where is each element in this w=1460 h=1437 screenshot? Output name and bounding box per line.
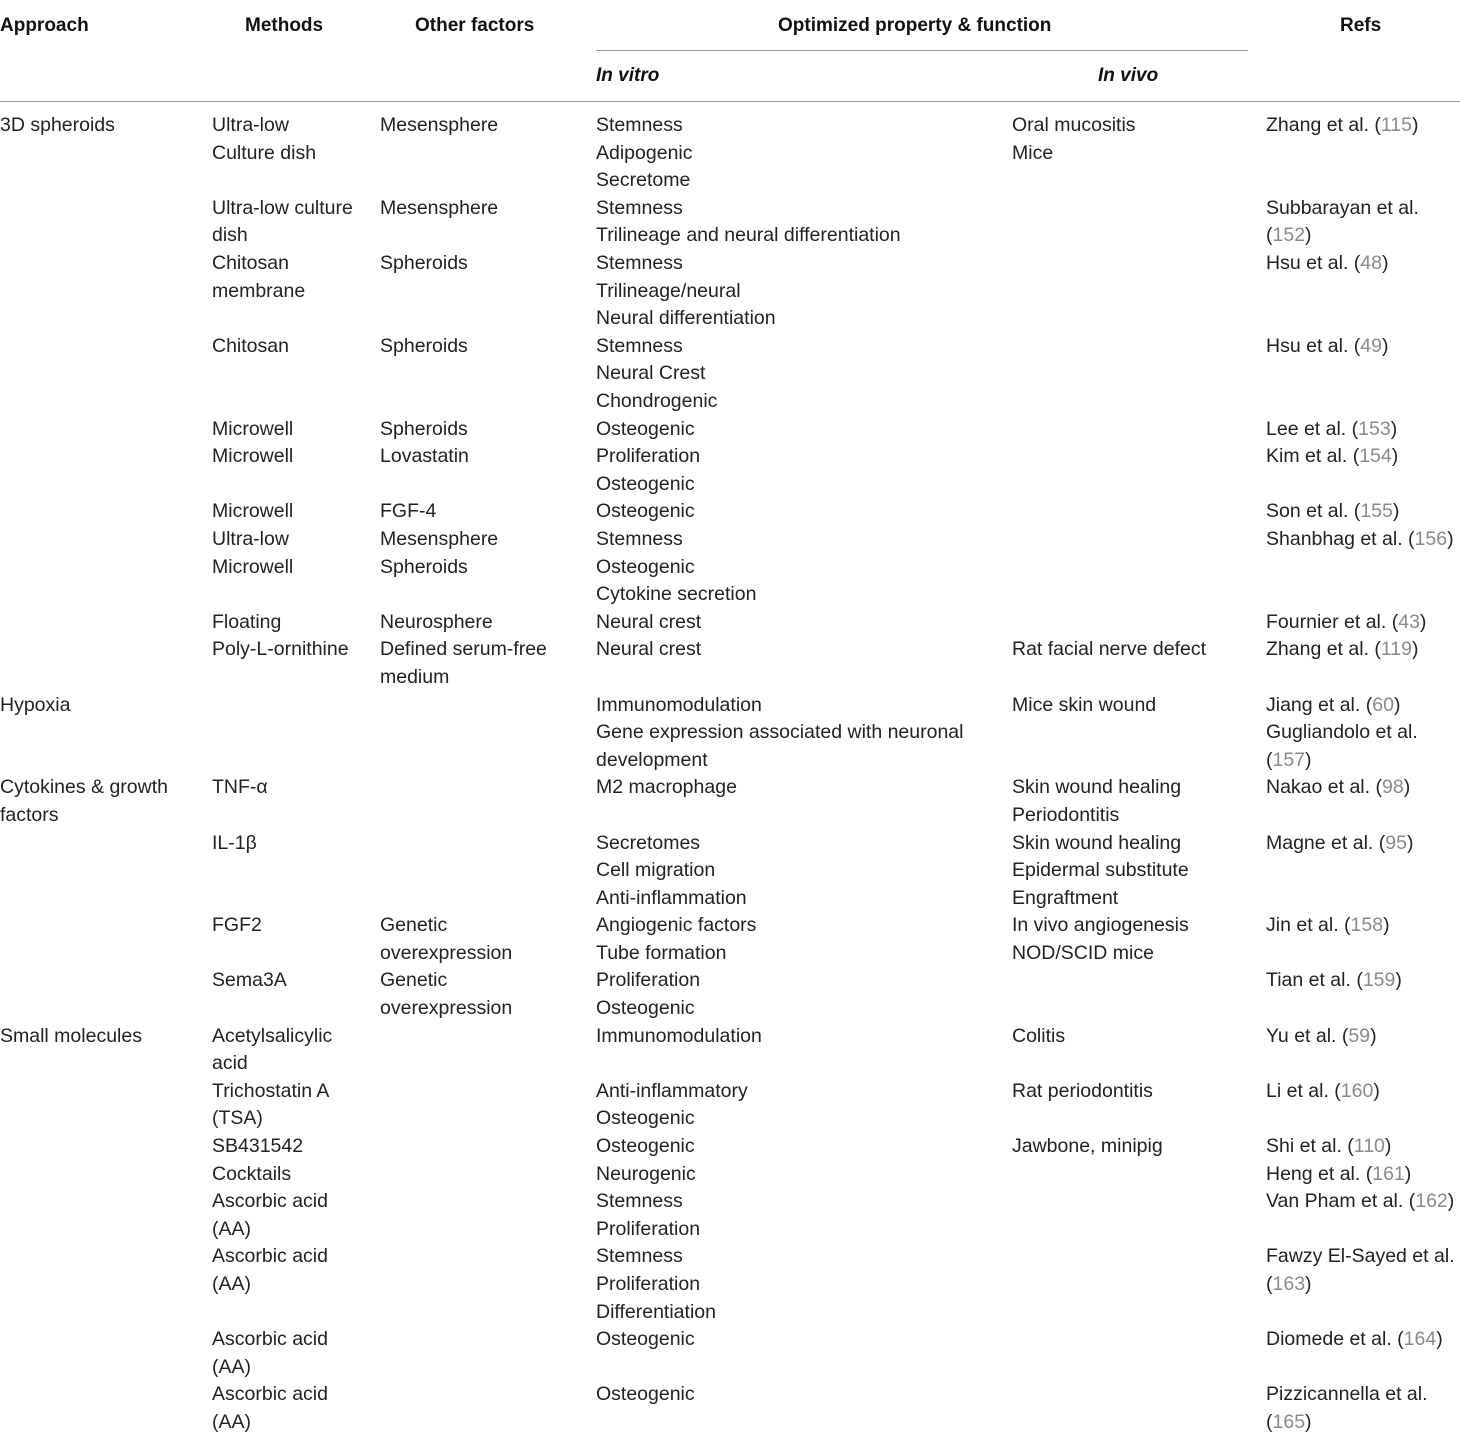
in-vivo-cell: Colitis	[1012, 1024, 1066, 1047]
table-row	[0, 1023, 1460, 1078]
refs-cell	[1266, 719, 1460, 774]
table-row	[0, 1243, 1460, 1326]
ref-number-link[interactable]: 98	[1381, 776, 1404, 799]
in-vitro-cell: Angiogenic factors Tube formation	[596, 914, 757, 964]
ref-close-paren: )	[1406, 831, 1414, 854]
ref-number-link[interactable]: 119	[1380, 638, 1412, 661]
ref-close-paren: )	[1305, 1411, 1312, 1433]
refs-cell	[1266, 416, 1460, 444]
header-refs: Refs	[1340, 15, 1382, 36]
methods-cell: TNF-α	[212, 776, 268, 799]
methods-cell: Sema3A	[212, 969, 287, 992]
ref-author: Fawzy El-Sayed et al. (	[1266, 1245, 1455, 1296]
other-factors-cell: Defined serum-free medium	[380, 638, 547, 688]
table-row	[0, 1381, 1460, 1436]
ref-author: Li et al. (	[1266, 1079, 1341, 1102]
other-factors-cell: Mesensphere	[380, 114, 499, 136]
ref-author: Zhang et al. (	[1266, 114, 1381, 136]
ref-close-paren: )	[1447, 527, 1454, 550]
refs-cell	[1266, 967, 1460, 995]
table-row	[0, 719, 1460, 774]
ref-close-paren: )	[1392, 500, 1400, 523]
ref-number-link[interactable]: 157	[1272, 748, 1306, 771]
ref-number-link[interactable]: 48	[1360, 251, 1382, 274]
ref-close-paren: )	[1384, 1135, 1392, 1158]
in-vivo-cell: Rat facial nerve defect	[1012, 638, 1207, 661]
ref-author: Hsu et al. (	[1266, 251, 1361, 274]
methods-cell: Ascorbic acid (AA)	[212, 1328, 328, 1378]
table-row	[0, 1161, 1460, 1189]
in-vitro-cell: Neurogenic	[596, 1162, 696, 1185]
other-factors-cell: Genetic overexpression	[380, 914, 513, 964]
ref-close-paren: )	[1403, 776, 1411, 799]
approach-cell: Small molecules	[0, 1024, 142, 1047]
methods-cell: Cocktails	[212, 1162, 292, 1185]
methods-cell: Poly-L-ornithine	[212, 638, 349, 661]
ref-number-link[interactable]: 164	[1403, 1328, 1437, 1351]
table-row	[0, 250, 1460, 333]
refs-cell	[1266, 1243, 1460, 1298]
other-factors-cell: Neurosphere	[380, 610, 493, 633]
ref-number-link[interactable]: 159	[1362, 969, 1396, 992]
table-row	[0, 692, 1460, 720]
in-vitro-cell: Osteogenic	[596, 500, 695, 523]
other-factors-cell: Spheroids	[380, 417, 468, 440]
in-vitro-cell: Stemness Proliferation Differentiation	[596, 1245, 716, 1323]
ref-author: Jin et al. (	[1266, 914, 1351, 937]
in-vitro-cell: M2 macrophage	[596, 776, 737, 799]
in-vitro-cell: Osteogenic	[596, 1383, 695, 1406]
in-vitro-cell: Stemness Adipogenic Secretome	[596, 114, 693, 192]
in-vivo-cell: Skin wound healing Epidermal substitute Engraftment	[1012, 831, 1189, 909]
in-vitro-cell: Proliferation Osteogenic	[596, 969, 701, 1020]
refs-cell	[1266, 1381, 1460, 1436]
ref-author: Shanbhag et al. (	[1266, 527, 1415, 550]
methods-cell: SB431542	[212, 1135, 304, 1158]
header-optimized: Optimized property & function	[778, 15, 1052, 36]
methods-cell: Microwell	[212, 417, 294, 440]
table-row	[0, 498, 1460, 526]
in-vitro-cell: Neural crest	[596, 610, 702, 633]
ref-author: Jiang et al. (	[1266, 693, 1373, 716]
other-factors-cell: FGF-4	[380, 500, 437, 523]
ref-author: Kim et al. (	[1266, 445, 1360, 468]
table-row	[0, 636, 1460, 691]
refs-cell	[1266, 1078, 1460, 1106]
ref-author: Shi et al. (	[1266, 1135, 1354, 1158]
other-factors-cell: Mesensphere	[380, 196, 499, 219]
ref-number-link[interactable]: 153	[1358, 417, 1391, 440]
ref-close-paren: )	[1404, 1162, 1412, 1185]
ref-close-paren: )	[1370, 1024, 1377, 1047]
refs-cell	[1266, 1133, 1460, 1161]
table-row	[0, 1133, 1460, 1161]
header-in-vivo: In vivo	[1098, 65, 1159, 86]
ref-author: Nakao et al. (	[1266, 776, 1382, 799]
ref-author: Lee et al. (	[1266, 417, 1359, 440]
table-row	[0, 912, 1460, 967]
header-in-vitro: In vitro	[596, 65, 660, 86]
methods-cell: Microwell	[212, 445, 294, 468]
ref-close-paren: )	[1447, 1190, 1455, 1213]
table-header	[0, 0, 1460, 102]
ref-author: Subbarayan et al. (	[1266, 196, 1419, 247]
table-row	[0, 112, 1460, 195]
in-vitro-cell: Stemness Osteogenic Cytokine secretion	[596, 527, 757, 606]
table-row	[0, 609, 1460, 637]
in-vivo-cell: Rat periodontitis	[1012, 1079, 1153, 1102]
methods-cell: Ascorbic acid (AA)	[212, 1245, 328, 1296]
header-methods: Methods	[245, 15, 324, 36]
ref-author: Hsu et al. (	[1266, 334, 1361, 357]
in-vitro-cell: Gene expression associated with neuronal development	[596, 721, 964, 771]
in-vitro-cell: Proliferation Osteogenic	[596, 445, 701, 495]
table-row	[0, 333, 1460, 416]
ref-author: Zhang et al. (	[1266, 638, 1381, 661]
in-vivo-cell: In vivo angiogenesis NOD/SCID mice	[1012, 914, 1189, 964]
ref-number-link[interactable]: 161	[1372, 1162, 1405, 1185]
refs-cell	[1266, 692, 1460, 720]
in-vivo-cell: Mice skin wound	[1012, 693, 1157, 716]
refs-cell	[1266, 250, 1460, 278]
approach-cell: Hypoxia	[0, 693, 71, 716]
header-rule	[0, 101, 1460, 102]
ref-number-link[interactable]: 162	[1415, 1190, 1448, 1213]
ref-number-link[interactable]: 154	[1359, 445, 1392, 468]
ref-author: Yu et al. (	[1266, 1024, 1349, 1047]
in-vitro-cell: Stemness Trilineage/neural Neural differentiation	[596, 251, 776, 330]
ref-close-paren: )	[1436, 1328, 1443, 1351]
table-row	[0, 830, 1460, 913]
ref-close-paren: )	[1382, 334, 1389, 357]
methods-cell: IL-1β	[212, 831, 257, 854]
refs-cell	[1266, 830, 1460, 858]
refs-cell	[1266, 609, 1460, 637]
methods-cell: Microwell	[212, 500, 294, 523]
ref-close-paren: )	[1412, 114, 1419, 136]
in-vitro-cell: Immunomodulation	[596, 693, 762, 716]
refs-cell	[1266, 526, 1460, 554]
ref-number-link[interactable]: 115	[1380, 114, 1412, 136]
approach-cell: Cytokines & growth factors	[0, 776, 168, 826]
ref-number-link[interactable]: 155	[1360, 500, 1393, 523]
refs-cell	[1266, 1023, 1460, 1051]
methods-cell: Ultra-low culture dish	[212, 196, 353, 247]
ref-number-link[interactable]: 163	[1272, 1273, 1306, 1296]
table-row	[0, 1188, 1460, 1243]
refs-cell	[1266, 1326, 1460, 1354]
methods-cell: Ultra-low Culture dish	[212, 114, 317, 164]
ref-number-link[interactable]: 49	[1360, 334, 1382, 357]
table-row	[0, 1078, 1460, 1133]
in-vivo-cell: Jawbone, minipig	[1012, 1135, 1163, 1158]
table-row	[0, 1326, 1460, 1381]
ref-number-link[interactable]: 60	[1372, 693, 1394, 716]
methods-cell: Trichostatin A (TSA)	[212, 1079, 330, 1130]
ref-close-paren: )	[1373, 1079, 1380, 1102]
other-factors-cell: Genetic overexpression	[380, 969, 513, 1020]
in-vivo-cell: Oral mucositis Mice	[1012, 114, 1136, 164]
ref-close-paren: )	[1419, 610, 1427, 633]
methods-cell: Chitosan membrane	[212, 251, 306, 302]
other-factors-cell: Spheroids	[380, 251, 468, 274]
refs-cell	[1266, 333, 1460, 361]
ref-close-paren: )	[1412, 638, 1419, 661]
ref-author: Fournier et al. (	[1266, 610, 1399, 633]
methods-cell: FGF2	[212, 914, 262, 937]
refs-cell	[1266, 1161, 1460, 1189]
ref-author: Magne et al. (	[1266, 831, 1386, 854]
ref-close-paren: )	[1393, 693, 1401, 716]
ref-author: Van Pham et al. (	[1266, 1190, 1416, 1213]
other-factors-cell: Spheroids	[380, 334, 468, 357]
refs-cell	[1266, 1188, 1460, 1216]
refs-cell	[1266, 112, 1460, 140]
ref-author: Heng et al. (	[1266, 1162, 1373, 1185]
in-vitro-cell: Osteogenic	[596, 417, 695, 440]
refs-cell	[1266, 498, 1460, 526]
table-body	[0, 112, 1460, 1437]
in-vitro-cell: Osteogenic	[596, 1328, 695, 1351]
in-vitro-cell: Anti-inflammatory Osteogenic	[596, 1079, 748, 1130]
ref-number-link[interactable]: 59	[1348, 1024, 1371, 1047]
refs-cell	[1266, 195, 1460, 250]
table-row	[0, 443, 1460, 498]
in-vitro-cell: Stemness Trilineage and neural differentiation	[596, 196, 901, 247]
other-factors-cell: Lovastatin	[380, 445, 469, 468]
methods-cell: Floating	[212, 610, 282, 633]
refs-cell	[1266, 636, 1460, 664]
ref-close-paren: )	[1390, 417, 1398, 440]
ref-number-link[interactable]: 165	[1272, 1411, 1306, 1433]
table-row	[0, 416, 1460, 444]
methods-cell: Ultra-low Microwell	[212, 527, 294, 578]
in-vitro-cell: Immunomodulation	[596, 1024, 762, 1047]
ref-number-link[interactable]: 110	[1353, 1135, 1385, 1158]
ref-number-link[interactable]: 156	[1414, 527, 1448, 550]
in-vitro-cell: Secretomes Cell migration Anti-inflammation	[596, 831, 747, 909]
ref-author: Tian et al. (	[1266, 969, 1363, 992]
table-row	[0, 967, 1460, 1022]
other-factors-cell: Mesensphere Spheroids	[380, 527, 499, 578]
refs-cell	[1266, 774, 1460, 802]
subheader-rule	[596, 50, 1248, 51]
in-vitro-cell: Stemness Proliferation	[596, 1190, 701, 1240]
ref-number-link[interactable]: 152	[1272, 224, 1306, 247]
ref-number-link[interactable]: 95	[1385, 831, 1407, 854]
ref-number-link[interactable]: 160	[1340, 1079, 1374, 1102]
header-other-factors: Other factors	[415, 15, 535, 36]
ref-author: Son et al. (	[1266, 500, 1361, 523]
refs-cell	[1266, 443, 1460, 471]
ref-close-paren: )	[1383, 914, 1390, 937]
table-row	[0, 526, 1460, 609]
ref-close-paren: )	[1395, 969, 1402, 992]
ref-author: Diomede et al. (	[1266, 1328, 1404, 1351]
table-row	[0, 195, 1460, 250]
ref-close-paren: )	[1382, 251, 1389, 274]
refs-cell	[1266, 912, 1460, 940]
ref-author: Pizzicannella et al. (	[1266, 1383, 1428, 1433]
approach-cell: 3D spheroids	[0, 114, 115, 136]
in-vivo-cell: Skin wound healing Periodontitis	[1012, 776, 1182, 826]
in-vitro-cell: Stemness Neural Crest Chondrogenic	[596, 334, 718, 412]
ref-close-paren: )	[1391, 445, 1399, 468]
methods-cell: Acetylsalicylic acid	[212, 1024, 333, 1075]
methods-cell: Ascorbic acid (AA)	[212, 1190, 328, 1240]
in-vitro-cell: Neural crest	[596, 638, 702, 661]
ref-close-paren: )	[1305, 1273, 1312, 1296]
ref-close-paren: )	[1305, 748, 1312, 771]
header-approach: Approach	[0, 15, 89, 36]
methods-cell: Chitosan	[212, 334, 289, 357]
ref-close-paren: )	[1305, 224, 1312, 247]
ref-number-link[interactable]: 158	[1350, 914, 1384, 937]
ref-author: Gugliandolo et al. (	[1266, 721, 1418, 771]
table-row	[0, 774, 1460, 829]
ref-number-link[interactable]: 43	[1398, 610, 1420, 633]
methods-cell: Ascorbic acid (AA)	[212, 1383, 328, 1433]
in-vitro-cell: Osteogenic	[596, 1135, 695, 1158]
